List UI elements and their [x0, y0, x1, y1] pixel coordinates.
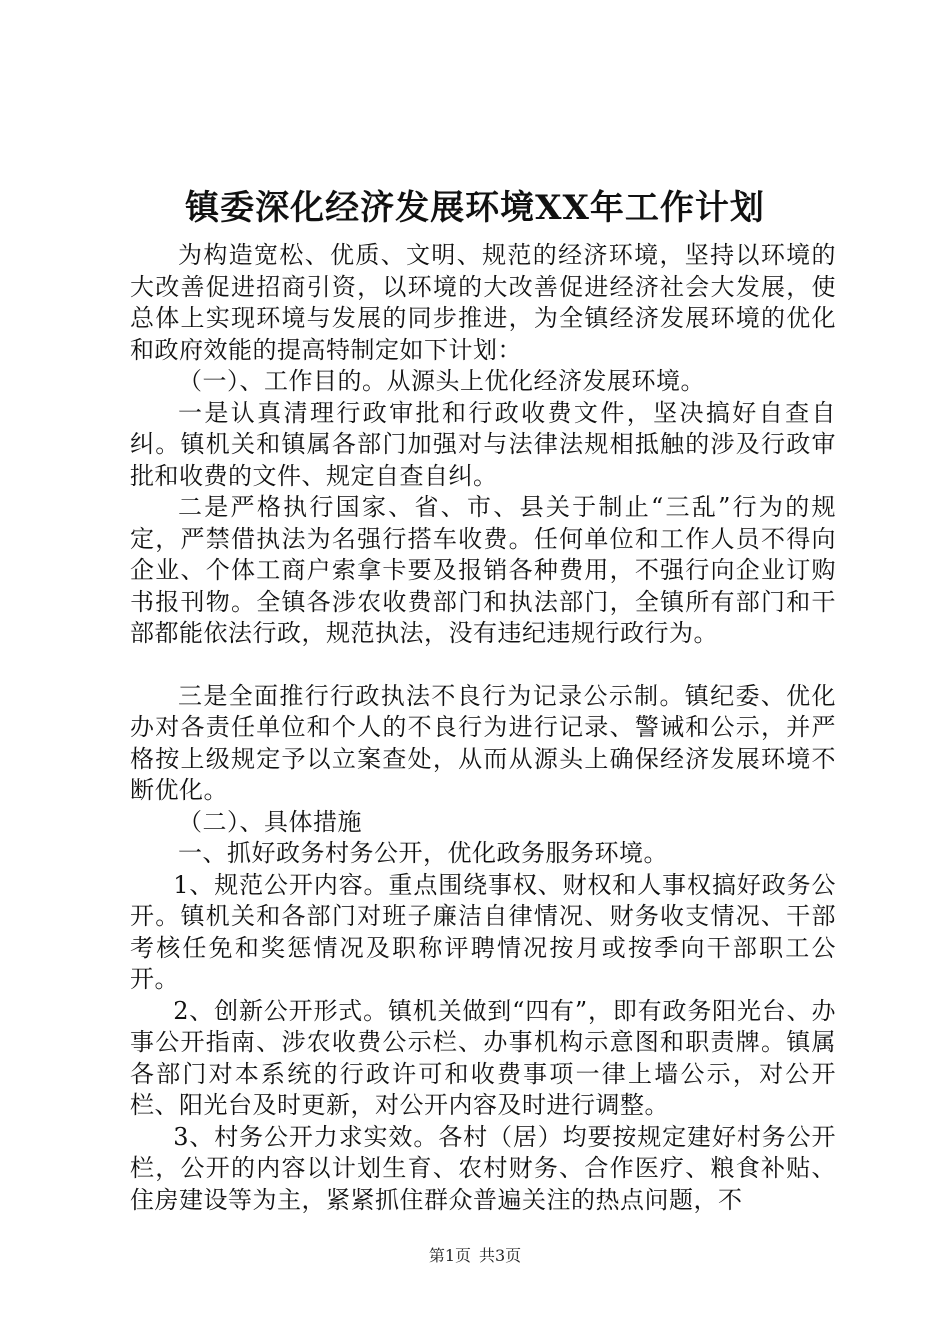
page-total: 共3页 — [479, 1246, 522, 1265]
page-number: 第1页 — [428, 1246, 471, 1265]
section-heading-goal: （一）、工作目的。从源头上优化经济发展环境。 — [178, 367, 705, 395]
paragraph-item-2: 二是严格执行国家、省、市、县关于制止“三乱”行为的规定，严禁借执法为名强行搭车收费。任何单位和工作人员不得向企业、个体工商户索拿卡要及报销各种费用，不强行向企业订购书报刊物。全镇各涉农收费部门和执法部门，全镇所有部门和干部都能依法行政，规范执法，没有违纪违规行政行为。 — [130, 493, 836, 647]
page-footer — [0, 1246, 950, 1266]
paragraph-item-3: 三是全面推行行政执法不良行为记录公示制。镇纪委、优化办对各责任单位和个人的不良行为进行记录、警诫和公示，并严格按上级规定予以立案查处，从而从源头上确保经济发展环境不断优化。 — [130, 681, 836, 804]
paragraph-item-1: 一是认真清理行政审批和行政收费文件，坚决搞好自查自纠。镇机关和镇属各部门加强对与法律法规相抵触的涉及行政审批和收费的文件、规定自查自纠。 — [130, 398, 836, 490]
paragraph-measure-3: 3、村务公开力求实效。各村（居）均要按规定建好村务公开栏，公开的内容以计划生育、农村财务、合作医疗、粮食补贴、住房建设等为主，紧紧抓住群众普遍关注的热点问题，不 — [130, 1122, 836, 1214]
section-heading-measures: （二）、具体措施 — [178, 807, 362, 836]
subsection-heading-1: 一、抓好政务村务公开，优化政务服务环境。 — [178, 839, 668, 867]
paragraph-measure-1: 1、规范公开内容。重点围绕事权、财权和人事权搞好政务公开。镇机关和各部门对班子廉洁自律情况、财务收支情况、干部考核任免和奖惩情况及职称评聘情况按月或按季向干部职工公开。 — [130, 870, 836, 993]
paragraph-measure-2: 2、创新公开形式。镇机关做到“四有”，即有政务阳光台、办事公开指南、涉农收费公示栏、办事机构示意图和职责牌。镇属各部门对本系统的行政许可和收费事项一律上墙公示，对公开栏、阳光台及时更新，对公开内容及时进行调整。 — [130, 996, 836, 1119]
document-title: 镇委深化经济发展环境XX年工作计划 — [185, 188, 765, 228]
document-body — [130, 240, 836, 1216]
paragraph-intro: 为构造宽松、优质、文明、规范的经济环境，坚持以环境的大改善促进招商引资，以环境的大改善促进经济社会大发展，使总体上实现环境与发展的同步推进，为全镇经济发展环境的优化和政府效能的提高特制定如下计划： — [130, 241, 836, 364]
